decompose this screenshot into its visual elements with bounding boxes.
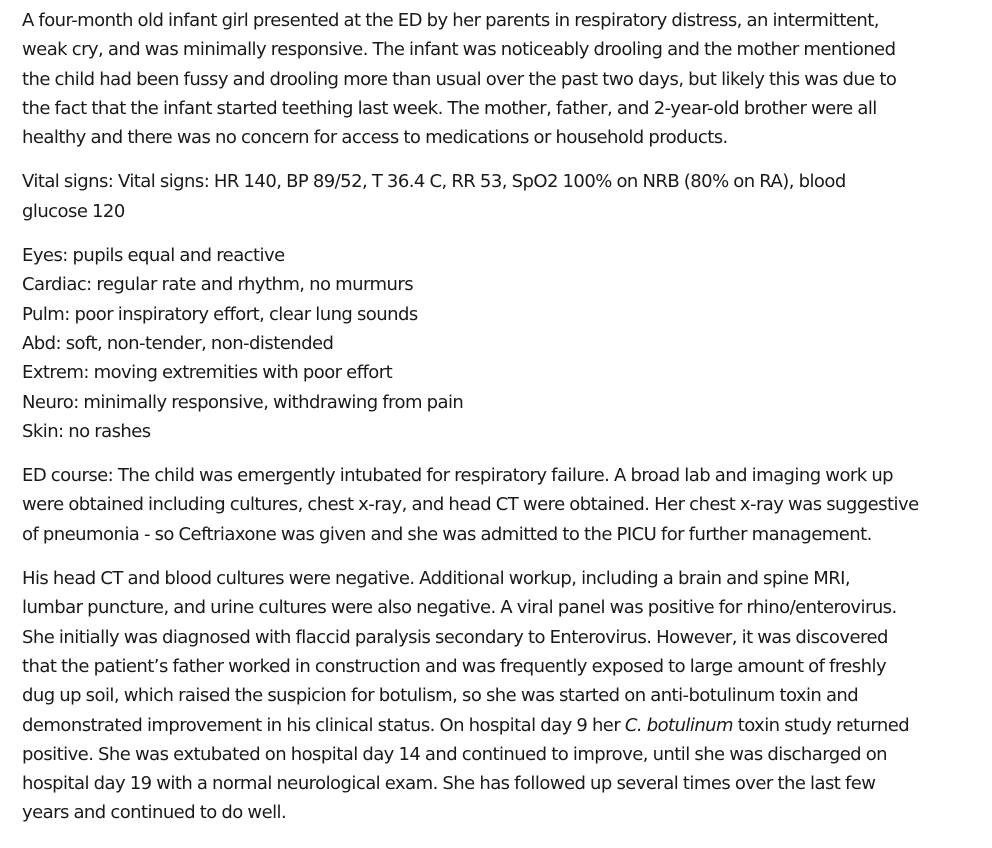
ed-course-paragraph — [22, 461, 970, 549]
vital-signs-paragraph — [22, 167, 970, 226]
text-line: of pneumonia - so Ceftriaxone was given and she was admitted to the PICU for further management. — [22, 523, 872, 545]
exam-item-pulm: Pulm: poor inspiratory effort, clear lung sounds — [22, 303, 418, 325]
hospital-course-paragraph — [22, 564, 970, 828]
text-line: healthy and there was no concern for access to medications or household products. — [22, 127, 728, 149]
intro-paragraph — [22, 6, 970, 152]
text-line: positive. She was extubated on hospital day 14 and continued to improve, until she was discharged on — [22, 743, 888, 765]
text-line: hospital day 19 with a normal neurological exam. She has followed up several times over the last few — [22, 773, 876, 795]
text-line: years and continued to do well. — [22, 802, 287, 824]
text-line: glucose 120 — [22, 200, 125, 222]
case-report-document — [22, 6, 970, 828]
text-line: ED course: The child was emergently intubated for respiratory failure. A broad lab and imaging work up — [22, 465, 894, 487]
text-line: were obtained including cultures, chest x-ray, and head CT were obtained. Her chest x-ray was suggestive — [22, 494, 919, 516]
exam-item-cardiac: Cardiac: regular rate and rhythm, no murmurs — [22, 274, 414, 296]
text-line: the fact that the infant started teething last week. The mother, father, and 2-year-old brother were all — [22, 97, 877, 119]
text-line: His head CT and blood cultures were negative. Additional workup, including a brain and spine MRI, — [22, 568, 851, 590]
text-line-mixed — [22, 711, 970, 740]
exam-item-eyes: Eyes: pupils equal and reactive — [22, 245, 285, 267]
text-line: dug up soil, which raised the suspicion for botulism, so she was started on anti-botulinum toxin and — [22, 685, 859, 707]
text-segment: demonstrated improvement in his clinical status. On hospital day 9 her — [22, 714, 625, 736]
text-line: weak cry, and was minimally responsive. The infant was noticeably drooling and the mother mentioned — [22, 39, 896, 61]
text-line: Vital signs: Vital signs: HR 140, BP 89/52, T 36.4 C, RR 53, SpO2 100% on NRB (80% on RA), blood — [22, 171, 846, 193]
text-line: A four-month old infant girl presented at the ED by her parents in respiratory distress, an intermittent, — [22, 10, 879, 31]
physical-exam-list — [22, 241, 970, 446]
organism-name: C. botulinum — [624, 714, 734, 736]
text-segment: toxin study returned — [733, 714, 910, 736]
exam-item-skin: Skin: no rashes — [22, 420, 151, 442]
text-line: She initially was diagnosed with flaccid paralysis secondary to Enterovirus. However, it was discovered — [22, 626, 888, 648]
exam-item-extrem: Extrem: moving extremities with poor effort — [22, 362, 393, 384]
exam-item-abd: Abd: soft, non-tender, non-distended — [22, 332, 334, 354]
text-line: lumbar puncture, and urine cultures were also negative. A viral panel was positive for rhino/enterovirus. — [22, 597, 897, 619]
text-line: the child had been fussy and drooling more than usual over the past two days, but likely this was due to — [22, 68, 897, 90]
text-line: that the patient’s father worked in construction and was frequently exposed to large amount of freshly — [22, 655, 887, 677]
exam-item-neuro: Neuro: minimally responsive, withdrawing from pain — [22, 391, 464, 413]
